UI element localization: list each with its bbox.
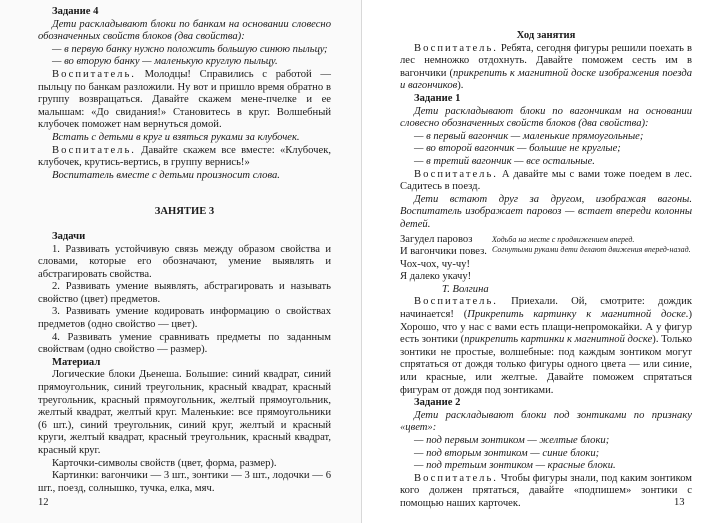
poem-line-4: Я далеко укачу! bbox=[400, 271, 472, 283]
task2-item-3: — под третьим зонтиком — красные блоки. bbox=[414, 460, 616, 472]
final-paragraph bbox=[400, 473, 692, 511]
poem-author: Т. Волгина bbox=[442, 283, 489, 295]
paragraph-text: Давайте скажем все вместе: «Клубочек, клубочек, крутись-вертись, в группу вернись!» bbox=[38, 144, 331, 169]
poem-note-2: Согнутыми руками дети делают движения вперед-назад. bbox=[492, 245, 691, 254]
educator-label: Воспитатель. bbox=[414, 296, 498, 308]
paragraph-text: Чтобы фигуры знали, под каким зонтиком кого должен прятаться, давайте «подпишем» зонтики с помощью наших карточек. bbox=[400, 472, 692, 509]
material-heading: Материал bbox=[52, 356, 101, 368]
educator-paragraph-2 bbox=[38, 145, 331, 170]
task2-instruction: Дети раскладывают блоки под зонтиками по признаку «цвет»: bbox=[400, 409, 692, 434]
task2-heading: Задание 2 bbox=[414, 397, 461, 409]
paragraph-italic: прикрепить к магнитной доске изображения поезда и вагончиков bbox=[400, 67, 693, 92]
paragraph-text: ). bbox=[457, 80, 464, 92]
educator-label: Воспитатель. bbox=[414, 472, 498, 484]
task-item-1: 1. Развивать устойчивую связь между образом свойства и словами, которые его обозначают, умение выявлять и абстрагировать свойства. bbox=[38, 243, 331, 280]
task-item-3: 3. Развивать умение кодировать информацию о свойствах предметов (одно свойство — цвет). bbox=[38, 306, 331, 331]
task1-item-2: — во второй вагончик — большие не круглые; bbox=[414, 143, 621, 155]
poem-block bbox=[400, 234, 692, 284]
kids-action-note: Дети встают друг за другом, изображая вагоны. Воспитатель изображает паровоз — встает впереди колонны детей. bbox=[400, 193, 692, 230]
task1-instruction: Дети раскладывают блоки по вагончикам на основании словесно обозначенных свойств блоков (два свойства): bbox=[400, 105, 692, 130]
lesson-title: ЗАНЯТИЕ 3 bbox=[154, 206, 215, 218]
poem-movement-notes bbox=[492, 234, 692, 284]
course-heading: Ход занятия bbox=[516, 30, 576, 41]
poem-lines bbox=[400, 234, 492, 284]
left-text-column bbox=[38, 6, 331, 495]
arrive-paragraph bbox=[400, 296, 692, 397]
educator-label: Воспитатель. bbox=[52, 68, 136, 80]
paragraph-text: Ребята, сегодня фигуры решили поехать в лес немножко отдохнуть. Давайте поможем сесть им в вагончики ( bbox=[400, 42, 692, 79]
right-text-column bbox=[400, 30, 692, 511]
poem-line-2: И вагончики повез. bbox=[400, 246, 487, 258]
poem-line-1: Загудел паровоз bbox=[400, 233, 473, 245]
paragraph-italic: прикрепить картинки к магнитной доске bbox=[464, 334, 653, 346]
tasks-heading: Задачи bbox=[52, 230, 86, 242]
task-item-4: 4. Развивать умение сравнивать предметы по заданным свойствам (одно свойство — размер). bbox=[38, 331, 331, 356]
paragraph-text: ). Только зонтики не простые, волшебные: под каждым зонтиком могут спрятаться от дождя только фигуры одного цвета — или синие, или красные, или желтые. Давайте поможем спрятаться фигурам от дождя под зонтиками. bbox=[400, 334, 692, 396]
task-item-2: 2. Развивать умение выявлять, абстрагировать и называть свойство (цвет) предметов. bbox=[38, 281, 331, 305]
educator-label: Воспитатель. bbox=[414, 168, 498, 180]
material-text: Логические блоки Дьенеша. Большие: синий квадрат, синий прямоугольник, синий треугольник, красный квадрат, красный треугольник, красный прямоугольник, желтый прямоугольник, желтый квадрат, желтый круг. Маленькие: все прямоугольники (6 шт.), синий треугольник, синий круг, желтый и красный круги, желтый квадрат, красный треугольник, красный квадрат, красный круг. bbox=[38, 369, 331, 456]
action-note-1: Встать с детьми в круг и взяться руками за клубочек. bbox=[52, 131, 300, 143]
action-note-2: Воспитатель вместе с детьми произносит слова. bbox=[52, 169, 280, 181]
task4-item-2: — во вторую банку — маленькую круглую пыльцу. bbox=[52, 56, 278, 68]
task2-item-1: — под первым зонтиком — желтые блоки; bbox=[414, 435, 610, 446]
cards-text: Карточки-символы свойств (цвет, форма, размер). bbox=[52, 457, 277, 469]
intro-paragraph bbox=[400, 43, 692, 93]
page-number-left: 12 bbox=[38, 497, 49, 508]
poem-line-3: Чох-чох, чу-чу! bbox=[400, 258, 471, 270]
pictures-text: Картинки: вагончики — 3 шт., зонтики — 3 шт., лодочки — 6 шт., поезд, солнышко, тучка, елка, мяч. bbox=[38, 470, 331, 494]
paragraph-text: Молодцы! Справились с работой — пыльцу по банкам разложили. Ну вот и пришло время обратно в группу возвращаться. Давайте скажем мене-пчелке и ее малышам: «До свидания!» Становитесь в круг. Волшебный клубочек поможет нам вернуться домой. bbox=[38, 68, 331, 131]
poem-note-1: Ходьба на месте с продвижением вперед. bbox=[492, 234, 635, 244]
sit-paragraph bbox=[400, 169, 692, 194]
task4-item-1: — в первую банку нужно положить большую синюю пыльцу; bbox=[52, 43, 328, 55]
task2-item-2: — под вторым зонтиком — синие блоки; bbox=[414, 447, 600, 459]
paragraph-italic: Прикрепить картинку к магнитной доске. bbox=[467, 309, 689, 321]
paragraph-text: Приехали. Ой, смотрите: дождик начинается! ( bbox=[400, 296, 692, 321]
task4-instruction: Дети раскладывают блоки по банкам на основании словесно обозначенных свойств блоков (два свойства): bbox=[38, 18, 331, 43]
task1-item-1: — в первый вагончик — маленькие прямоугольные; bbox=[414, 130, 644, 142]
paragraph-text: А давайте мы с вами тоже поедем в лес. Садитесь в поезд. bbox=[400, 168, 692, 193]
paragraph-text: ) Хорошо, что у нас с вами есть плащи-непромокайки. А у фигур есть зонтики ( bbox=[400, 309, 692, 346]
task1-heading: Задание 1 bbox=[414, 92, 461, 104]
page-number-right: 13 bbox=[674, 497, 685, 508]
educator-label: Воспитатель. bbox=[414, 42, 498, 54]
educator-paragraph-1 bbox=[38, 69, 331, 132]
task1-item-3: — в третий вагончик — все остальные. bbox=[414, 155, 595, 167]
educator-label: Воспитатель. bbox=[52, 144, 136, 156]
task4-heading: Задание 4 bbox=[52, 6, 99, 17]
